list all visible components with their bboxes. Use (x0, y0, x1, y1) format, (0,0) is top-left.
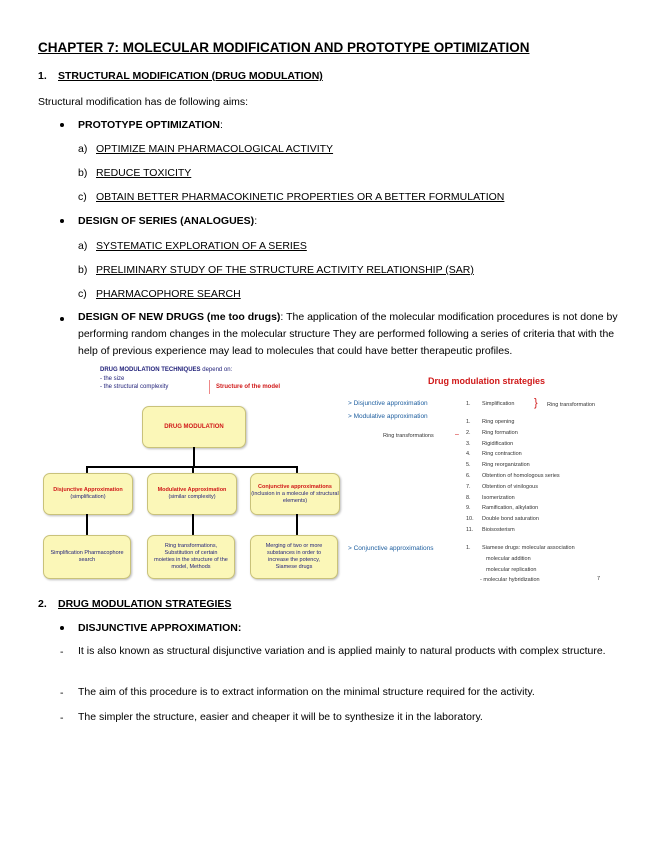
section-heading: STRUCTURAL MODIFICATION (DRUG MODULATION) (58, 70, 323, 82)
document-page: CHAPTER 7: MOLECULAR MODIFICATION AND PROTOTYPE OPTIMIZATION 1. STRUCTURAL MODIFICATION (DRUG MODULATION) Structural modification has de following aims: PROTOTYPE OPTIMIZATION: a) OPTIMIZE MAIN PHARMACOLOGICAL ACTIVITY b) REDUCE TOXICITY c) OBTAIN BETTER PHARMACOKINETIC PROPERTIES OR A BETTER FORMULATION DESIGN OF SERIES (ANALOGUES): a) SYSTEMATIC EXPLORATION OF A SERIES b) PRELIMINARY STUDY OF THE STRUCTURE ACTIVITY RELATIONSHIP (SAR) c) PHARMACOPHORE SEARCH DESIGN OF NEW DRUGS (me too drugs): The application of the molecular modification procedures is not done by performing random changes in the molecular structure They are performed following a series of criteria that with the help of previous experience may lead to molecules that could have better therapeutic profiles. DRUG MODULATION TECHNIQUES depend on: - the size - the structural complexity Structure of the model DRUG MODULATION Disjunctive Approximation (simplification) Modulative Approximation (similar complexity) Conjunctive approximations (inclusion in a molecule of structural elements) Simplification Pharmacophore search Ring transformations, Substitution of certain moieties in the structure of the model, Methods Merging of two or more substances in order to increase the potency, Siamese drugs Drug modulation strategies > Disjunctive approximation > Modulative approximation Ring transformations – 1. Simplification } Ring transformation 1. Ring opening 2. Ring formation 3. Rigidification 4. Ring contraction 5. Ring reorganization 6. Obtention of homologous series 7. Obtention of vinilogous 8. Isomerization 9. Ramification, alkylation 10. Double bond saturation 11. Bioisosterism > Conjunctive approximations 1. Siamese drugs: molecular association molecular addition molecular replication - molecular hybridization 7 2. DRUG MODULATION STRATEGIES DISJUNCTIVE APPROXIMATION: - It is also known as structural disjunctive variation and is applied mainly to natural products with complex structure. - The aim of this procedure is to extract information on the minimal structure required for the activity. - The simpler the structure, easier and cheaper it will be to synthesize it in the laboratory. (38, 40, 618, 724)
category-box: Conjunctive approximations (inclusion in a molecule of structural elements) (250, 473, 340, 515)
diagram-text: - the size (100, 376, 125, 382)
intro-text: Structural modification has de following aims: (38, 96, 249, 108)
strategy-item: Ramification, alkylation (482, 505, 539, 512)
strategy-number: 9. (466, 505, 471, 512)
strategy-item: Bioisosterism (482, 527, 515, 533)
list-item: PRELIMINARY STUDY OF THE STRUCTURE ACTIVITY RELATIONSHIP (SAR) (96, 264, 474, 276)
section-number: 2. (38, 598, 47, 610)
root-box: DRUG MODULATION (142, 406, 246, 448)
list-marker: b) (78, 264, 88, 276)
detail-box: Simplification Pharmacophore search (43, 535, 131, 579)
category-box: Modulative Approximation (similar complexity) (147, 473, 237, 515)
page-title: CHAPTER 7: MOLECULAR MODIFICATION AND PROTOTYPE OPTIMIZATION (38, 40, 530, 55)
detail-box: Ring transformations, Substitution of certain moieties in the structure of the model, Methods (147, 535, 235, 579)
strategy-number: 10. (466, 516, 474, 523)
divider (209, 380, 210, 394)
category-box: Disjunctive Approximation (simplification) (43, 473, 133, 515)
section-number: 1. (38, 70, 47, 82)
list-marker: c) (78, 191, 87, 203)
strategy-item: Ring formation (482, 429, 518, 436)
bullet-icon (60, 123, 64, 127)
bullet-heading: DISJUNCTIVE APPROXIMATION: (78, 622, 242, 634)
strategy-item: Rigidification (482, 440, 514, 447)
detail-box: Merging of two or more substances in order to increase the potency, Siamese drugs (250, 535, 338, 579)
strategy-item: Isomerization (482, 494, 515, 501)
list-marker: a) (78, 240, 88, 252)
strategy-item: Ring opening (482, 419, 515, 425)
list-marker: b) (78, 167, 88, 179)
diagram-text: Structure of the model (216, 384, 281, 390)
strategy-number: 3. (466, 440, 471, 447)
diagram-text: - the structural complexity (100, 384, 169, 390)
list-item: SYSTEMATIC EXPLORATION OF A SERIES (96, 240, 307, 252)
strategy-number: 1. (466, 419, 471, 425)
strategy-number: 7. (466, 483, 471, 490)
dash-item: It is also known as structural disjunctive variation and is applied mainly to natural products with complex structure. (78, 645, 606, 657)
strategy-item: Obtention of vinilogous (482, 483, 538, 490)
bullet-icon (60, 219, 64, 223)
strategy-item: Double bond saturation (482, 516, 539, 523)
strategy-number: 8. (466, 494, 471, 501)
section-heading: DRUG MODULATION STRATEGIES (58, 598, 232, 610)
dash-item: The aim of this procedure is to extract information on the minimal structure required for the activity. (78, 686, 535, 698)
strategy-number: 6. (466, 473, 471, 479)
list-marker: a) (78, 143, 88, 155)
list-item: OBTAIN BETTER PHARMACOKINETIC PROPERTIES OR A BETTER FORMULATION (96, 191, 505, 203)
strategy-item: Ring contraction (482, 451, 522, 458)
bullet-heading: DESIGN OF SERIES (ANALOGUES): (78, 215, 258, 227)
bullet-icon (60, 626, 64, 630)
list-item: PHARMACOPHORE SEARCH (96, 288, 241, 300)
bullet-paragraph: DESIGN OF NEW DRUGS (me too drugs): The application of the molecular modification procedures is not done by performing random changes in the molecular structure They are performed following a series of criteria that with the help of previous experience may lead to molecules that could have better therapeutic profiles. (78, 311, 618, 357)
strategy-item: Obtention of homologous series (482, 473, 560, 479)
bullet-icon (60, 317, 64, 321)
dash-item: The simpler the structure, easier and cheaper it will be to synthesize it in the laboratory. (78, 711, 483, 723)
list-item: OPTIMIZE MAIN PHARMACOLOGICAL ACTIVITY (96, 143, 334, 155)
strategy-number: 4. (466, 451, 471, 458)
strategy-number: 2. (466, 429, 471, 436)
bullet-heading: PROTOTYPE OPTIMIZATION: (78, 119, 223, 131)
strategy-item: Ring reorganization (482, 462, 530, 469)
list-item: REDUCE TOXICITY (96, 167, 192, 179)
list-marker: c) (78, 288, 87, 300)
strategy-number: 5. (466, 462, 471, 469)
slide-title: Drug modulation strategies (428, 376, 546, 386)
strategy-number: 11. (466, 527, 474, 533)
